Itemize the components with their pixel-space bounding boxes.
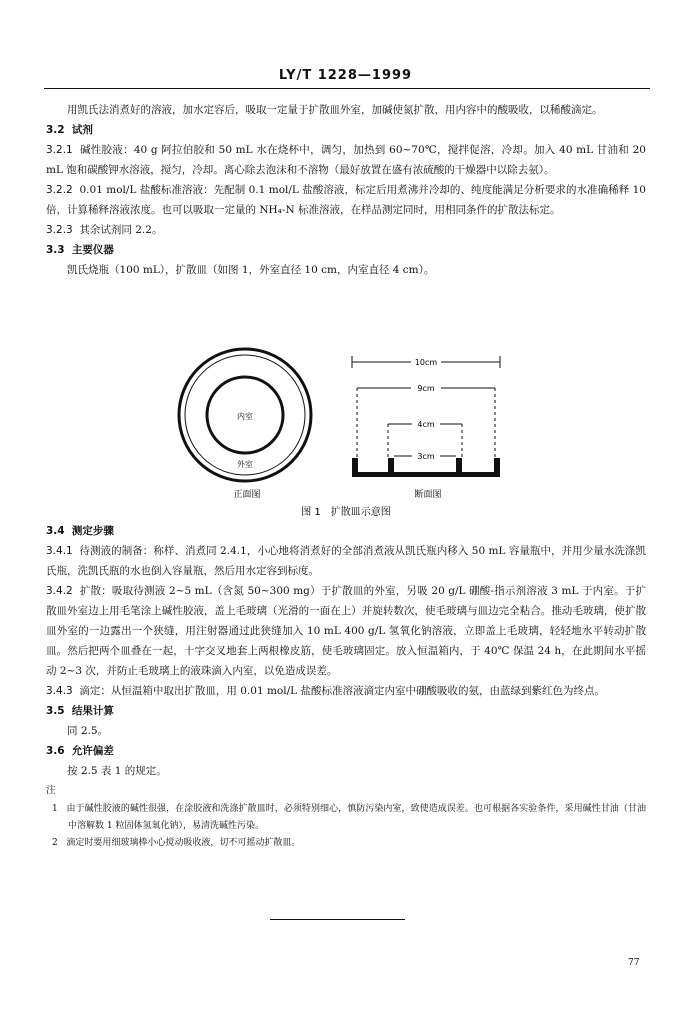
note-1 xyxy=(46,801,646,835)
section-3-2-3-text: 其余试剂同 2.2。 xyxy=(79,224,163,236)
intro-paragraph: 用凯氏法消煮好的溶液，加水定容后，吸取一定量于扩散皿外室，加碱使氮扩散，用内容中的酸吸收，以稀酸滴定。 xyxy=(67,104,603,116)
section-3-4-2-text: 扩散：吸取待测液 2~5 mL（含氮 50~300 mg）于扩散皿的外室，另吸 20 g/L 硼酸-指示剂溶液 3 mL 于内室。于扩散皿外室边上用毛笔涂上碱性胶液，盖上毛玻璃（光滑的一面在上）并旋转数次，使毛玻璃与皿边完全粘合。推动毛玻璃，使扩散皿外室的一边露出一个狭缝，用注射器通过此狭缝加入 10 mL 400 g/L 氢氧化钠溶液，立即盖上毛玻璃，轻轻地水平转动扩散皿。然后把两个皿叠在一起，十字交叉地套上两根橡皮筋，使毛玻璃固定。放入恒温箱内，于 40℃ 保温 24 h，在此期间水平摇动 2~3 次，并防止毛玻璃上的液珠滴入内室，以免造成误差。 xyxy=(46,585,646,677)
section-3-2-number: 3.2 xyxy=(46,124,65,136)
section-3-6-number: 3.6 xyxy=(46,745,65,757)
page-number: 77 xyxy=(628,958,640,968)
outer-chamber-label: 外室 xyxy=(237,460,253,469)
dim-label-3: 3cm xyxy=(417,452,435,461)
section-3-2-1-number: 3.2.1 xyxy=(46,144,73,156)
section-3-2-2-number: 3.2.2 xyxy=(46,184,73,196)
note-1-text: 由于碱性胶液的碱性很强，在涂胶液和洗涤扩散皿时，必须特别细心，慎防污染内室，致使造成误差。也可根据各实验条件，采用碱性甘油（甘油中溶解数 1 粒固体氢氧化钠），易清洗碱性污染。 xyxy=(66,804,646,831)
section-3-4-3 xyxy=(46,681,646,701)
inner-wall-right xyxy=(456,458,462,476)
section-3-4-number: 3.4 xyxy=(46,525,65,537)
footer-rule xyxy=(270,919,405,920)
section-view xyxy=(352,356,500,500)
section-3-3-text: 凯氏烧瓶（100 mL），扩散皿（如图 1，外室直径 10 cm，内室直径 4 cm）。 xyxy=(67,264,435,276)
section-3-5-title: 结果计算 xyxy=(71,705,114,717)
section-3-5-heading xyxy=(46,701,646,721)
section-3-6-text: 按 2.5 表 1 的规定。 xyxy=(67,765,167,777)
section-3-2-1-text: 碱性胶液：40 g 阿拉伯胶和 50 mL 水在烧杯中，调匀，加热到 60~70℃，搅拌促溶，冷却。加入 40 mL 甘油和 20 mL 饱和碳酸钾水溶液，搅匀，冷却。离心除去泡沫和不溶物（最好放置在盛有浓硫酸的干燥器中以除去氨）。 xyxy=(46,144,646,176)
section-3-4-1-text: 待测液的制备：称样、消煮同 2.4.1，小心地将消煮好的全部消煮液从凯氏瓶内移入 50 mL 容量瓶中，并用少量水洗涤凯氏瓶，洗凯氏瓶的水也倒入容量瓶，然后用水定容到标度。 xyxy=(46,545,646,577)
dish-bottom xyxy=(352,472,500,477)
front-view-caption: 正面图 xyxy=(233,490,261,500)
section-3-5-number: 3.5 xyxy=(46,705,65,717)
section-3-4-3-number: 3.4.3 xyxy=(46,685,73,697)
section-3-2-title: 试剂 xyxy=(71,124,93,136)
section-3-3-title: 主要仪器 xyxy=(71,244,114,256)
note-1-number: 1 xyxy=(52,804,58,814)
dim-label-4: 4cm xyxy=(417,420,435,429)
section-3-4-title: 测定步骤 xyxy=(71,525,114,537)
note-2-text: 滴定时要用细玻璃棒小心搅动吸收液，切不可摇动扩散皿。 xyxy=(66,838,301,848)
section-3-5-text: 同 2.5。 xyxy=(67,725,109,737)
note-2-number: 2 xyxy=(52,838,58,848)
lower-text-block xyxy=(46,521,646,852)
section-view-caption: 断面图 xyxy=(414,490,442,500)
dim-label-10: 10cm xyxy=(414,358,438,367)
inner-chamber-label: 内室 xyxy=(237,412,253,421)
section-3-4-1 xyxy=(46,541,646,581)
section-3-2-3-number: 3.2.3 xyxy=(46,224,73,236)
section-3-4-2 xyxy=(46,581,646,681)
notes-label: 注 xyxy=(46,785,56,796)
section-3-4-2-number: 3.4.2 xyxy=(46,585,73,597)
note-2 xyxy=(46,835,646,852)
inner-wall-left xyxy=(388,458,394,476)
dim-label-9: 9cm xyxy=(417,384,435,393)
standard-code-header: LY/T 1228—1999 xyxy=(278,68,413,83)
section-3-6-title: 允许偏差 xyxy=(71,745,114,757)
section-3-6-heading xyxy=(46,741,646,761)
section-3-2-2-text: 0.01 mol/L 盐酸标准溶液：先配制 0.1 mol/L 盐酸溶液，标定后用煮沸并冷却的、纯度能满足分析要求的水准确稀释 10 倍，计算稀释溶液浓度。也可以吸取一定量的 NH₄-N 标准溶液，在样品测定同时，用相同条件的扩散法标定。 xyxy=(46,184,646,216)
figure-caption: 图 1 扩散皿示意图 xyxy=(301,507,391,518)
section-3-4-heading xyxy=(46,521,646,541)
section-3-3-number: 3.3 xyxy=(46,244,65,256)
section-3-4-1-number: 3.4.1 xyxy=(46,545,73,557)
front-view xyxy=(179,349,311,500)
section-3-4-3-text: 滴定：从恒温箱中取出扩散皿，用 0.01 mol/L 盐酸标准溶液滴定内室中硼酸吸收的氨，由蓝绿到紫红色为终点。 xyxy=(79,685,605,697)
